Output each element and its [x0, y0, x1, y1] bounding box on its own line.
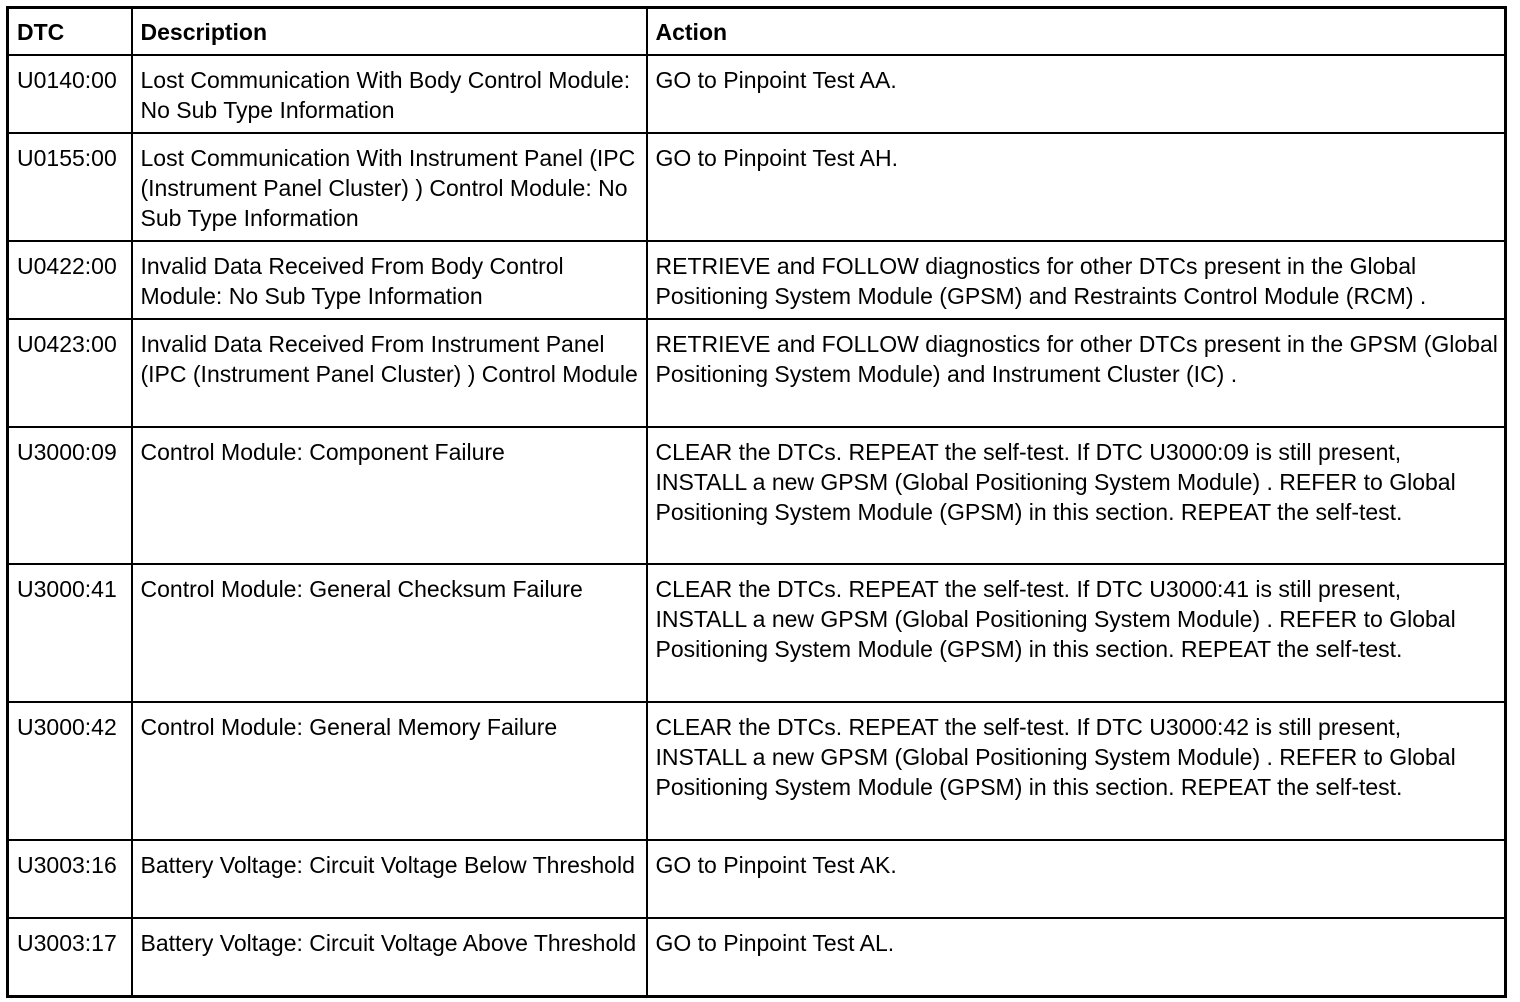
dtc-action: RETRIEVE and FOLLOW diagnostics for other DTCs present in the Global Positioning System Module (GPSM) and Restraints Control Module (RCM) .	[647, 241, 1506, 319]
dtc-action: GO to Pinpoint Test AA.	[647, 55, 1506, 133]
dtc-description: Lost Communication With Body Control Module: No Sub Type Information	[132, 55, 647, 133]
table-row	[8, 55, 1506, 133]
dtc-description: Battery Voltage: Circuit Voltage Above Threshold	[132, 918, 647, 996]
dtc-description: Invalid Data Received From Instrument Panel (IPC (Instrument Panel Cluster) ) Control Module	[132, 319, 647, 427]
dtc-code: U0155:00	[8, 133, 132, 241]
header-dtc: DTC	[8, 8, 132, 56]
table-row	[8, 241, 1506, 319]
dtc-code: U3000:41	[8, 564, 132, 702]
dtc-action: GO to Pinpoint Test AL.	[647, 918, 1506, 996]
dtc-code: U0422:00	[8, 241, 132, 319]
dtc-description: Lost Communication With Instrument Panel (IPC (Instrument Panel Cluster) ) Control Module: No Sub Type Information	[132, 133, 647, 241]
table-row	[8, 564, 1506, 702]
table-row	[8, 918, 1506, 996]
table-row	[8, 319, 1506, 427]
dtc-description: Control Module: Component Failure	[132, 427, 647, 564]
dtc-code: U3000:42	[8, 702, 132, 840]
dtc-description: Invalid Data Received From Body Control Module: No Sub Type Information	[132, 241, 647, 319]
dtc-action: GO to Pinpoint Test AK.	[647, 840, 1506, 918]
dtc-code: U3003:16	[8, 840, 132, 918]
dtc-description: Control Module: General Checksum Failure	[132, 564, 647, 702]
dtc-code: U3000:09	[8, 427, 132, 564]
header-row	[8, 8, 1506, 56]
dtc-code: U3003:17	[8, 918, 132, 996]
table-row	[8, 840, 1506, 918]
dtc-action: CLEAR the DTCs. REPEAT the self-test. If DTC U3000:42 is still present, INSTALL a new GPSM (Global Positioning System Module) . REFER to Global Positioning System Module (GPSM) in this section. REPEAT the self-test.	[647, 702, 1506, 840]
header-description: Description	[132, 8, 647, 56]
dtc-table	[6, 6, 1507, 998]
table-row	[8, 133, 1506, 241]
dtc-action: CLEAR the DTCs. REPEAT the self-test. If DTC U3000:41 is still present, INSTALL a new GPSM (Global Positioning System Module) . REFER to Global Positioning System Module (GPSM) in this section. REPEAT the self-test.	[647, 564, 1506, 702]
dtc-action: RETRIEVE and FOLLOW diagnostics for other DTCs present in the GPSM (Global Positioning System Module) and Instrument Cluster (IC) .	[647, 319, 1506, 427]
dtc-code: U0423:00	[8, 319, 132, 427]
table-row	[8, 702, 1506, 840]
header-action: Action	[647, 8, 1506, 56]
dtc-code: U0140:00	[8, 55, 132, 133]
dtc-description: Control Module: General Memory Failure	[132, 702, 647, 840]
dtc-description: Battery Voltage: Circuit Voltage Below Threshold	[132, 840, 647, 918]
dtc-action: CLEAR the DTCs. REPEAT the self-test. If DTC U3000:09 is still present, INSTALL a new GPSM (Global Positioning System Module) . REFER to Global Positioning System Module (GPSM) in this section. REPEAT the self-test.	[647, 427, 1506, 564]
table-row	[8, 427, 1506, 564]
dtc-action: GO to Pinpoint Test AH.	[647, 133, 1506, 241]
